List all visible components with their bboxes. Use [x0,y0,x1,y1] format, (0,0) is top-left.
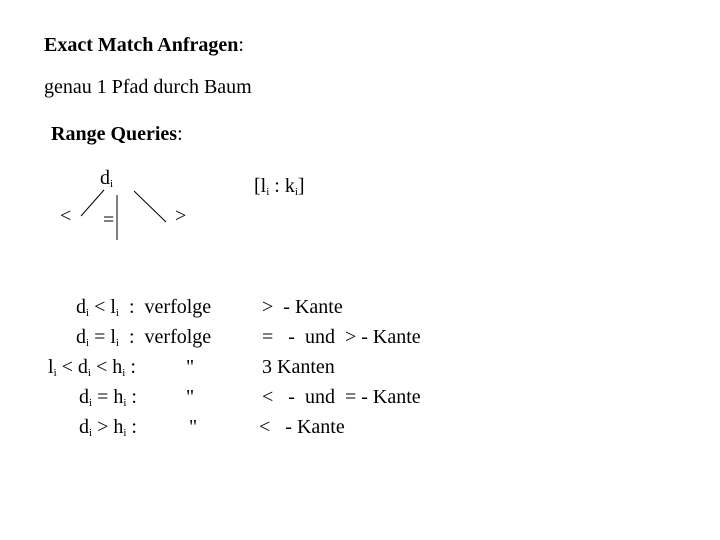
cond-part: : [126,416,137,438]
cond-part: l [48,356,54,378]
interval-mid: : k [269,175,295,197]
cond-subscript: i [87,367,91,379]
ditto-mark-row-4: " [186,386,195,408]
cond-subscript: i [115,337,119,349]
node-subscript: i [110,178,114,190]
cond-part: > h [92,416,124,438]
cond-subscript: i [122,367,126,379]
cond-part: : verfolge [118,326,212,348]
condition-row-1 [76,297,211,317]
heading-range-queries-text: Range Queries [51,123,178,145]
cond-subscript: i [115,307,119,319]
cond-subscript: i [89,427,93,439]
cond-subscript: i [89,397,93,409]
heading-exact-match-colon: : [238,34,244,56]
cond-part: < d [56,356,88,378]
action-row-5: < - Kante [259,416,345,438]
edge-label-less: < [60,205,72,227]
heading-range-queries-colon: : [177,123,183,145]
ditto-mark-row-3: " [186,356,195,378]
cond-part: d [76,326,86,348]
interval-label [254,176,305,196]
cond-part: : [125,356,136,378]
edge-label-greater: > [175,205,187,227]
cond-part: d [79,416,89,438]
cond-part: < l [89,296,116,318]
cond-part: d [79,386,89,408]
cond-part: = h [92,386,124,408]
interval-l-subscript: i [266,186,270,198]
interval-open: [l [254,175,267,197]
interval-k-subscript: i [294,186,298,198]
action-row-3: 3 Kanten [262,356,335,378]
action-row-1: > - Kante [262,296,343,318]
exact-match-description: genau 1 Pfad durch Baum [44,76,252,98]
right-edge-line [134,191,166,222]
heading-exact-match-text: Exact Match Anfragen [44,34,239,56]
cond-part: = l [89,326,116,348]
edge-label-equal: = [103,209,115,231]
cond-subscript: i [123,397,127,409]
action-row-2: = - und > - Kante [262,326,421,348]
cond-part: : verfolge [118,296,212,318]
node-d: d [100,167,110,189]
tree-node-label [100,168,113,188]
cond-subscript: i [86,307,90,319]
left-edge-line [81,190,104,216]
ditto-mark-row-5: " [189,416,198,438]
cond-part: : [126,386,137,408]
condition-row-3 [48,357,136,377]
condition-row-4 [79,387,137,407]
cond-subscript: i [86,337,90,349]
cond-subscript: i [123,427,127,439]
interval-close: ] [297,175,305,197]
cond-part: < h [90,356,123,378]
action-row-4: < - und = - Kante [262,386,421,408]
cond-subscript: i [53,367,57,379]
cond-part: d [76,296,86,318]
condition-row-2 [76,327,211,347]
condition-row-5 [79,417,137,437]
